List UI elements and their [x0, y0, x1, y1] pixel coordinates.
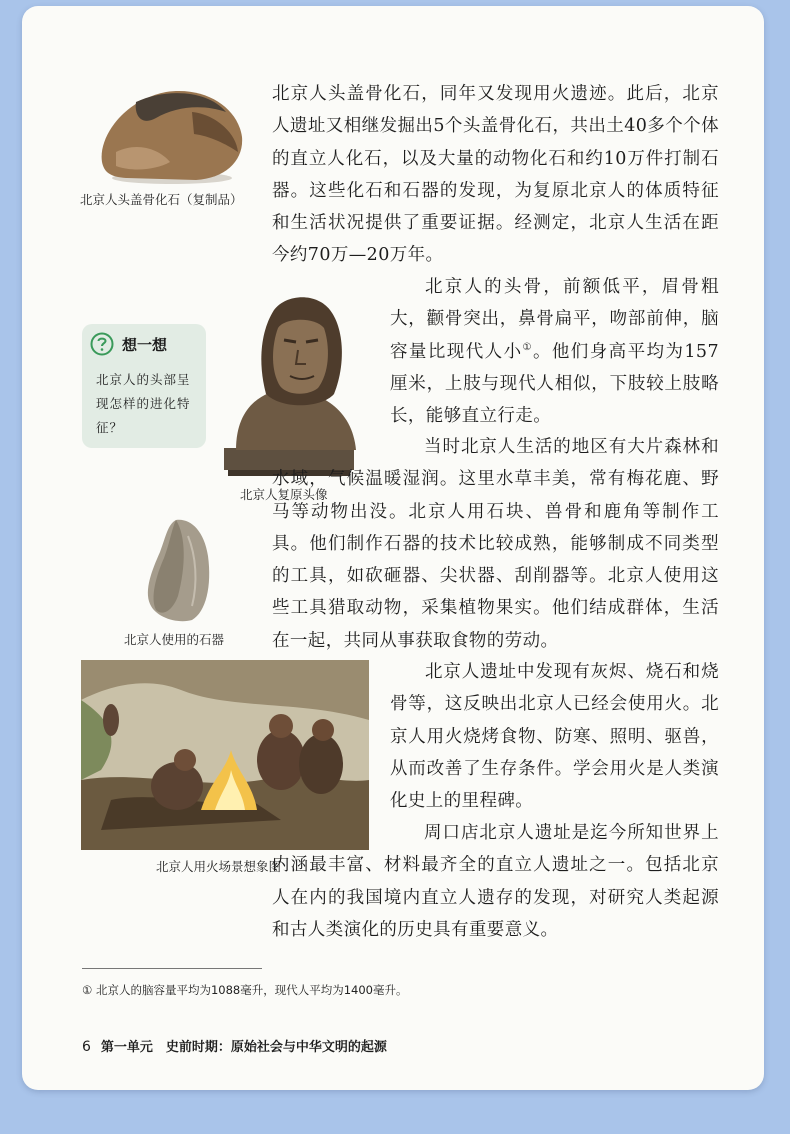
page-number: 6	[82, 1039, 91, 1055]
stone-tool-image	[142, 516, 218, 626]
bust-caption: 北京人复原头像	[240, 487, 328, 502]
page-footer	[82, 1036, 387, 1055]
paragraph-4: 北京人遗址中发现有灰烬、烧石和烧骨等，这反映出北京人已经会使用火。北京人用火烧烤食物、防寒、照明、驱兽，从而改善了生存条件。学会用火是人类演化史上的里程碑。	[390, 662, 719, 812]
footnote-ref[interactable]: ①	[522, 341, 533, 353]
skull-caption: 北京人头盖骨化石（复制品）	[80, 192, 243, 207]
footnote-divider	[82, 968, 262, 969]
paragraph-1: 北京人头盖骨化石，同年又发现用火遗迹。此后，北京人遗址又相继发掘出5个头盖骨化石，共出土40多个个体的直立人化石，以及大量的动物化石和约10万件打制石器。这些化石和石器的发现，为复原北京人的体质特征和生活状况提供了重要证据。经测定，北京人生活在距今约70万—20万年。	[272, 84, 719, 266]
question-icon	[90, 332, 114, 356]
footnote: ① 北京人的脑容量平均为1088毫升，现代人平均为1400毫升。	[82, 983, 408, 997]
paragraph-2: 北京人的头骨，前额低平，眉骨粗大，颧骨突出，鼻骨扁平，吻部前伸，脑容量比现代人小①。他们身高平均为157厘米，上肢与现代人相似，下肢较上肢略长，能够直立行走。	[390, 277, 719, 427]
stone-tool-caption: 北京人使用的石器	[124, 632, 225, 647]
paragraph-5: 周口店北京人遗址是迄今所知世界上内涵最丰富、材料最齐全的直立人遗址之一。包括北京人在内的我国境内直立人遗存的发现，对研究人类起源和古人类演化的历史具有重要意义。	[272, 823, 719, 940]
textbook-page	[22, 6, 764, 1090]
unit-title: 第一单元 史前时期：原始社会与中华文明的起源	[100, 1040, 387, 1055]
skull-fossil-image	[96, 82, 246, 186]
think-box-question: 北京人的头部呈现怎样的进化特征？	[96, 372, 191, 435]
paragraph-3: 当时北京人生活的地区有大片森林和水域，气候温暖湿润。这里水草丰美，常有梅花鹿、野马等动物出没。北京人用石块、兽骨和鹿角等制作工具。他们制作石器的技术比较成熟，能够制成不同类型的工具，如砍砸器、尖状器、刮削器等。北京人使用这些工具猎取动物，采集植物果实。他们结成群体，生活在一起，共同从事获取食物的劳动。	[272, 437, 719, 651]
think-box-title: 想一想	[122, 336, 168, 354]
fire-scene-caption: 北京人用火场景想象图	[156, 859, 282, 874]
think-box	[82, 324, 206, 448]
